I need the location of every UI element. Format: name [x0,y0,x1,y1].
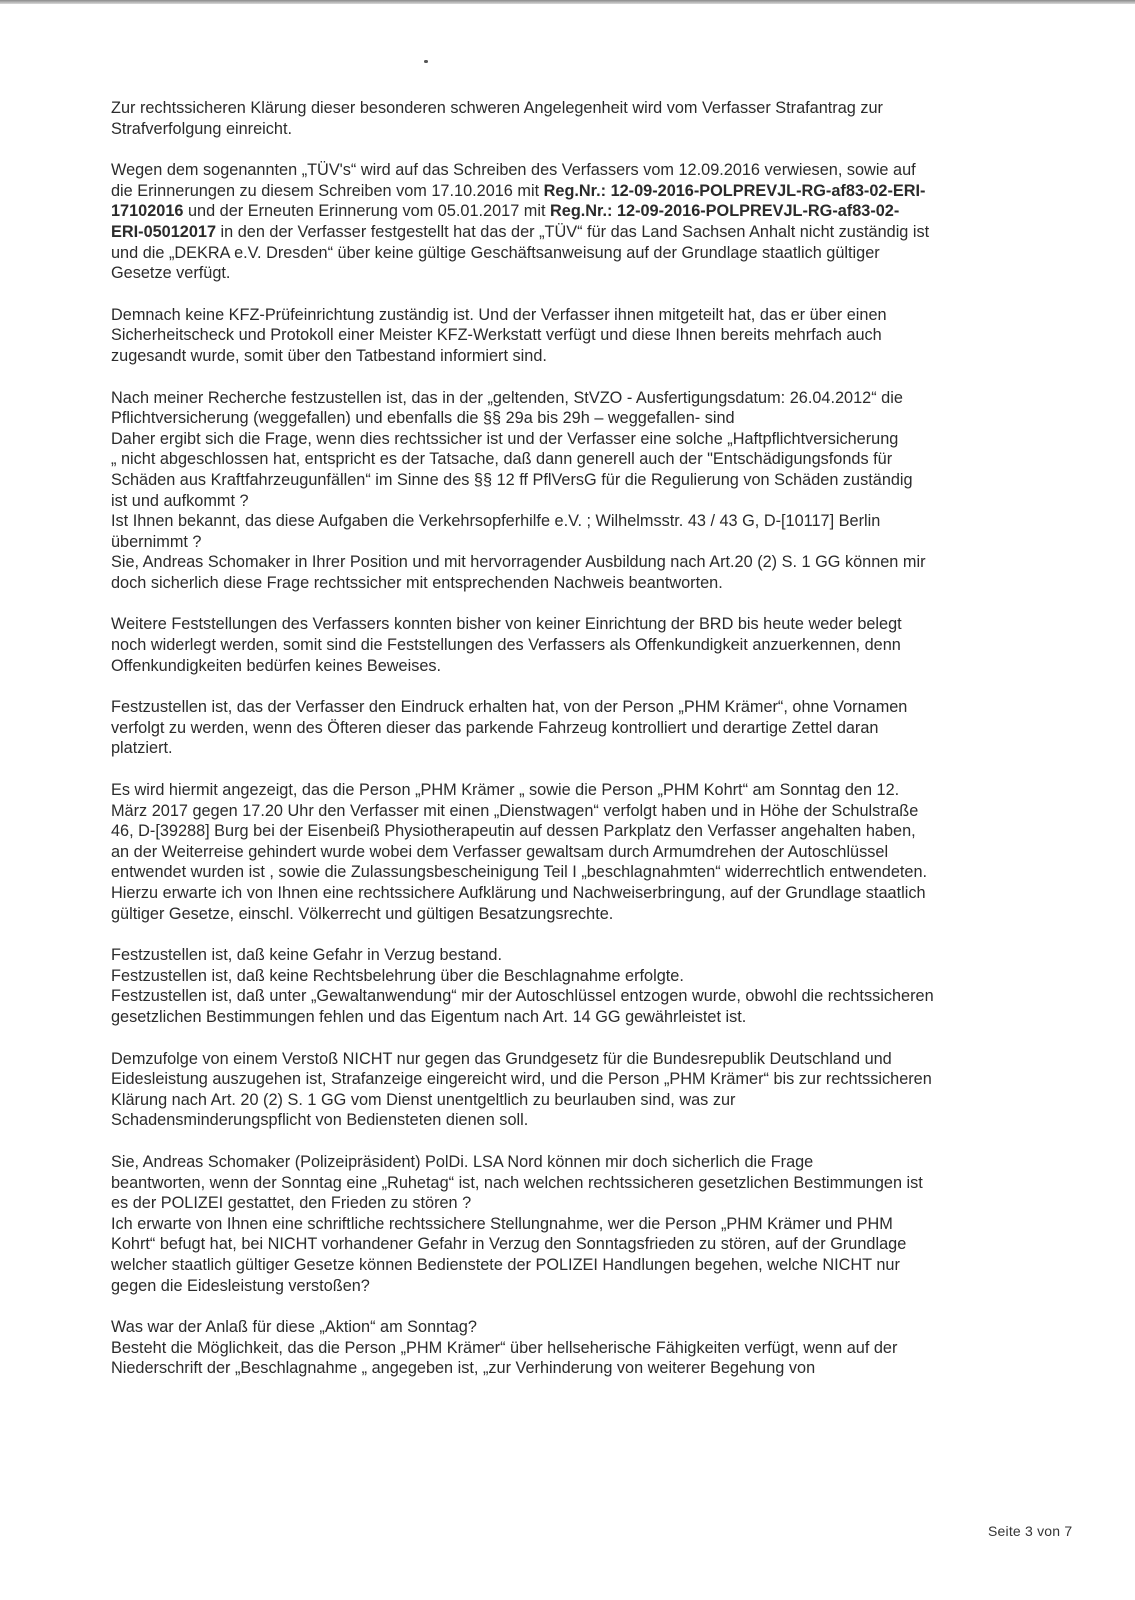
paragraph-tuev [111,160,1096,284]
reg-nr-label-1: Reg.Nr.: [543,181,607,200]
paragraph-eindruck: Festzustellen ist, das der Verfasser den Eindruck erhalten hat, von der Person „PHM Krämer“, ohne Vornamen verfolgt zu werden, wenn des Öfteren dieser das parkende Fahrzeug kontrolliert und derartige Zettel daran platziert. [111,698,908,758]
page-number: Seite 3 von 7 [988,1523,1073,1539]
reg-nr-value-1: 12-09-2016-POLPREVJL-RG-af83-02-ERI- 17102016 [111,181,926,221]
tuev-text-a: Wegen dem sogenannten „TÜV's“ wird auf das Schreiben des Verfassers vom 12.09.2016 verwiesen, sowie auf die Erinnerungen zu diesem Schreiben vom 17.10.2016 mit [111,161,916,200]
paragraph-ruhetag: Sie, Andreas Schomaker (Polizeipräsident) PolDi. LSA Nord können mir doch sicherlich die Frage beantworten, wenn der Sonntag eine „Ruhetag“ ist, nach welchen rechtssicheren gesetzlichen Bestimmungen ist es der POLIZEI gestattet, den Frieden zu stören ? Ich erwarte von Ihnen eine schriftliche rechtssichere Stellungnahme, wer die Person „PHM Krämer und PHM Kohrt“ befugt hat, bei NICHT vorhandener Gefahr in Verzug den Sonntagsfrieden zu stören, auf der Grundlage welcher staatlich gültiger Gesetze können Bedienstete der POLIZEI Handlungen begehen, welche NICHT nur gegen die Eidesleistung verstoßen? [111,1152,923,1295]
paragraph-pruefeinrichtung: Demnach keine KFZ-Prüfeinrichtung zuständig ist. Und der Verfasser ihnen mitgeteilt hat, das er über einen Sicherheitscheck und Protokoll einer Meister KFZ-Werkstatt verfügt und diese Ihnen bereits mehrfach auch zugesandt wurde, somit über den Tatbestand informiert sind. [111,305,887,365]
paragraph-offenkundigkeit: Weitere Feststellungen des Verfassers konnten bisher von keiner Einrichtung der BRD bis heute weder belegt noch widerlegt werden, somit sind die Feststellungen des Verfassers als Offenkundigkeit anzuerkennen, denn Offenkundigkeiten bedürfen keines Beweises. [111,615,902,675]
tuev-text-b: und der Erneuten Erinnerung vom 05.01.2017 mit [183,202,551,221]
tuev-text-c: in den der Verfasser festgestellt hat das der „TÜV“ für das Land Sachsen Anhalt nicht zuständig ist und die „DEKRA e.V. Dresden“ über keine gültige Geschäftsanweisung auf der Grundlage staatlich gültiger Gesetze verfügt. [111,222,930,283]
reg-nr-value-2: 12-09-2016-POLPREVJL-RG-af83-02- ERI-05012017 [111,202,900,241]
paragraph-verstoss: Demzufolge von einem Verstoß NICHT nur gegen das Grundgesetz für die Bundesrepublik Deutschland und Eidesleistung auszugehen ist, Strafanzeige eingereicht wird, und die Person „PHM Krämer“ bis zur rechtssicheren Klärung nach Art. 20 (2) S. 1 GG vom Dienst unentgeltlich zu beurlauben sind, was zur Schadensminderungspflicht von Bediensteten dienen soll. [111,1049,932,1130]
paragraph-feststellungen: Festzustellen ist, daß keine Gefahr in Verzug bestand. Festzustellen ist, daß keine Rechtsbelehrung über die Beschlagnahme erfolgte. Festzustellen ist, daß unter „Gewaltanwendung“ mir der Autoschlüssel entzogen wurde, obwohl die rechtssicheren gesetzlichen Bestimmungen fehlen und das Eigentum nach Art. 14 GG gewährleistet ist. [111,946,934,1026]
reg-nr-label-2: Reg.Nr.: [550,202,613,221]
paragraph-strafantrag: Zur rechtssicheren Klärung dieser besonderen schweren Angelegenheit wird vom Verfasser Strafantrag zur Strafverfolgung einreicht. [111,99,883,138]
paragraph-anlass: Was war der Anlaß für diese „Aktion“ am Sonntag? Besteht die Möglichkeit, das die Person „PHM Krämer“ über hellseherische Fähigkeiten verfügt, wenn auf der Niederschrift der „Beschlagnahme „ angegeben ist, „zur Verhinderung von weiterer Begehung von [111,1318,898,1378]
letter-page [111,98,1096,1379]
paragraph-anzeige: Es wird hiermit angezeigt, das die Person „PHM Krämer „ sowie die Person „PHM Kohrt“ am Sonntag den 12. März 2017 gegen 17.20 Uhr den Verfasser mit einen „Dienstwagen“ verfolgt haben und in Höhe der Schulstraße 46, D-[39288] Burg bei der Eisenbeiß Physiotherapeutin auf dessen Parkplatz den Verfasser angehalten haben, an der Weiterreise gehindert wurde wobei dem Verfasser gewaltsam durch Armumdrehen der Autoschlüssel entwendet wurden ist , sowie die Zulassungsbescheinigung Teil I „beschlagnahmten“ widerrechtlich entwendeten. Hierzu erwarte ich von Ihnen eine rechtssichere Aufklärung und Nachweiserbringung, auf der Grundlage staatlich gültiger Gesetze, einschl. Völkerrecht und gültigen Besatzungsrechte. [111,781,928,923]
scan-speck [424,60,428,63]
paragraph-recherche: Nach meiner Recherche festzustellen ist, das in der „geltenden, StVZO - Ausfertigungsdatum: 26.04.2012“ die Pflichtversicherung (weggefallen) und ebenfalls die §§ 29a bis 29h – weggefallen- sind Daher ergibt sich die Frage, wenn dies rechtssicher ist und der Verfasser eine solche „Haftpflichtversicherung „ nicht abgeschlossen hat, entspricht es der Tatsache, daß dann generell auch der "Entschädigungsfonds für Schäden aus Kraftfahrzeugunfällen“ im Sinne des §§ 12 ff PflVersG für die Regulierung von Schäden zuständig ist und aufkommt ? Ist Ihnen bekannt, das diese Aufgaben die Verkehrsopferhilfe e.V. ; Wilhelmsstr. 43 / 43 G, D-[10117] Berlin übernimmt ? Sie, Andreas Schomaker in Ihrer Position und mit hervorragender Ausbildung nach Art.20 (2) S. 1 GG können mir doch sicherlich diese Frage rechtssicher mit entsprechenden Nachweis beantworten. [111,388,926,592]
scan-top-edge [0,0,1135,4]
